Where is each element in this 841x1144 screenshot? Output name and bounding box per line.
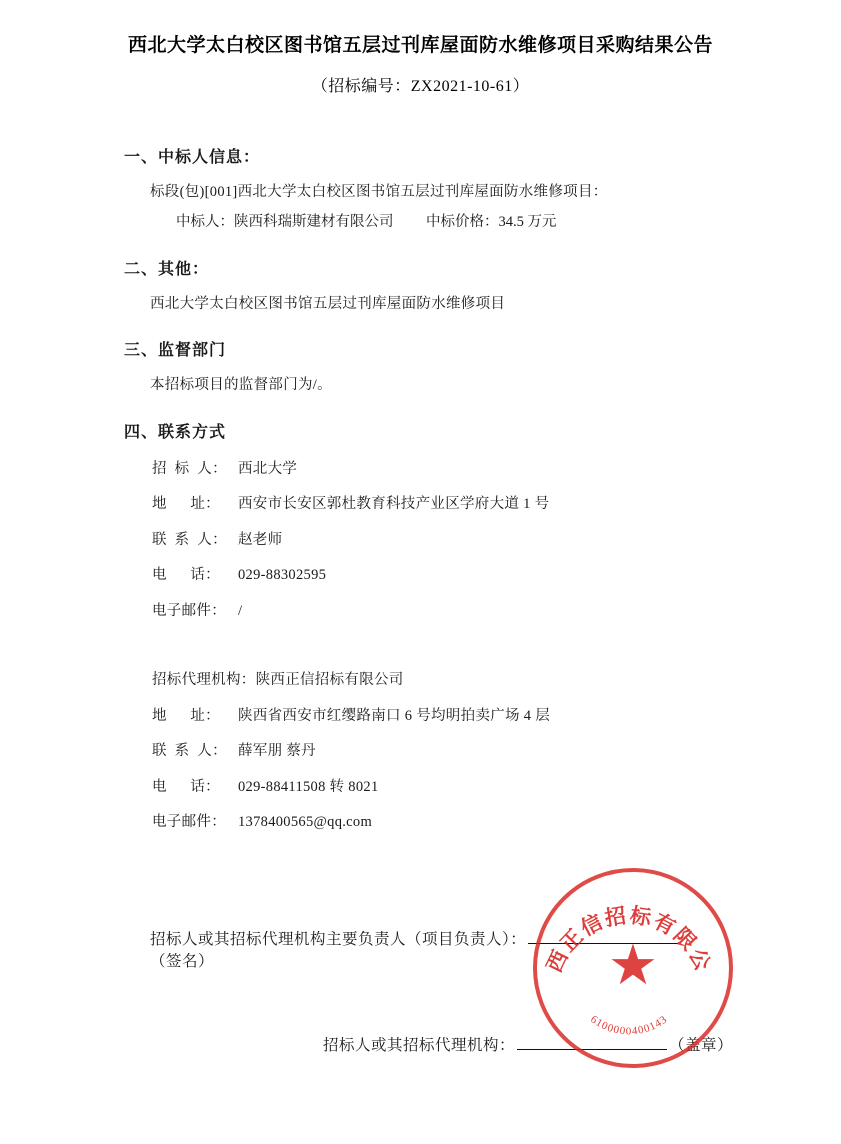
contact-value: 029-88411508 转 8021 [238, 778, 379, 795]
contact-value: 1378400565@qq.com [238, 814, 373, 831]
agency-value: 陕西正信招标有限公司 [255, 672, 404, 689]
document-page [0, 30, 841, 1144]
seal-company-name: 陕西正信招标有限公司 [521, 849, 716, 977]
contact-row [118, 558, 731, 594]
contact-row [118, 734, 731, 770]
seal-code: 6100000400143 [588, 1013, 670, 1038]
contact-row [118, 523, 731, 559]
signature-person-blank [528, 942, 678, 944]
signature-org-suffix: （盖章） [668, 1036, 733, 1054]
signature-person-suffix: （签名） [150, 952, 215, 970]
contact-value: / [238, 602, 243, 619]
tenderee-contact-list [118, 452, 731, 630]
contact-label: 联 系 人： [152, 531, 227, 548]
contact-label: 电 话： [152, 567, 220, 584]
other-text: 西北大学太白校区图书馆五层过刊库屋面防水维修项目 [150, 295, 506, 312]
winner-row [118, 207, 731, 237]
agency-line [152, 663, 731, 699]
signature-org-label: 招标人或其招标代理机构： [322, 1036, 515, 1054]
price-value: 34.5 万元 [498, 214, 557, 231]
contact-label: 电子邮件： [152, 602, 226, 619]
signature-org-line [118, 1033, 741, 1055]
signature-person-label: 招标人或其招标代理机构主要负责人（项目负责人）： [150, 930, 527, 948]
contact-row [118, 663, 731, 699]
section-heading-contact: 四、联系方式 [124, 423, 227, 441]
contact-label: 联 系 人： [152, 743, 227, 760]
contact-value: 赵老师 [238, 531, 283, 548]
contact-value: 陕西省西安市红缨路南口 6 号均明拍卖广场 4 层 [238, 707, 550, 724]
contact-label: 电子邮件： [152, 814, 226, 831]
star-icon: ★ [607, 934, 659, 997]
winner-value: 陕西科瑞斯建材有限公司 [234, 214, 394, 231]
contact-value: 薛军朋 蔡丹 [238, 743, 316, 760]
section-heading-supervision: 三、监督部门 [124, 342, 227, 360]
price-cell [426, 207, 557, 237]
winner-label: 中标人： [176, 214, 234, 231]
contact-label: 招 标 人： [152, 460, 227, 477]
contact-row [118, 452, 731, 488]
contact-value: 西北大学 [238, 460, 298, 477]
tender-number: （招标编号：ZX2021-10-61） [311, 78, 530, 95]
contact-label: 电 话： [152, 778, 220, 795]
section-heading-other: 二、其他： [124, 260, 210, 278]
contact-value: 西安市长安区郭杜教育科技产业区学府大道 1 号 [238, 496, 550, 513]
agency-label: 招标代理机构： [152, 672, 256, 689]
signature-person-line [118, 927, 741, 971]
contact-label: 地 址： [152, 496, 220, 513]
contact-value: 029-88302595 [238, 567, 327, 584]
signature-org-blank [517, 1048, 667, 1050]
contact-row [118, 487, 731, 523]
page-title: 西北大学太白校区图书馆五层过刊库屋面防水维修项目采购结果公告 [127, 35, 713, 56]
contact-row [118, 699, 731, 735]
contact-label: 地 址： [152, 707, 220, 724]
agency-contact-list [118, 663, 731, 841]
contact-row [118, 594, 731, 630]
signature-block [0, 927, 841, 1055]
winner-cell [176, 207, 426, 237]
section-heading-winner: 一、中标人信息： [124, 149, 261, 166]
supervision-text: 本招标项目的监督部门为/。 [150, 377, 332, 394]
lot-line: 标段(包)[001]西北大学太白校区图书馆五层过刊库屋面防水维修项目： [150, 184, 608, 200]
contact-row [118, 805, 731, 841]
document-body [0, 144, 841, 841]
price-label: 中标价格： [426, 214, 499, 231]
contact-row [118, 770, 731, 806]
